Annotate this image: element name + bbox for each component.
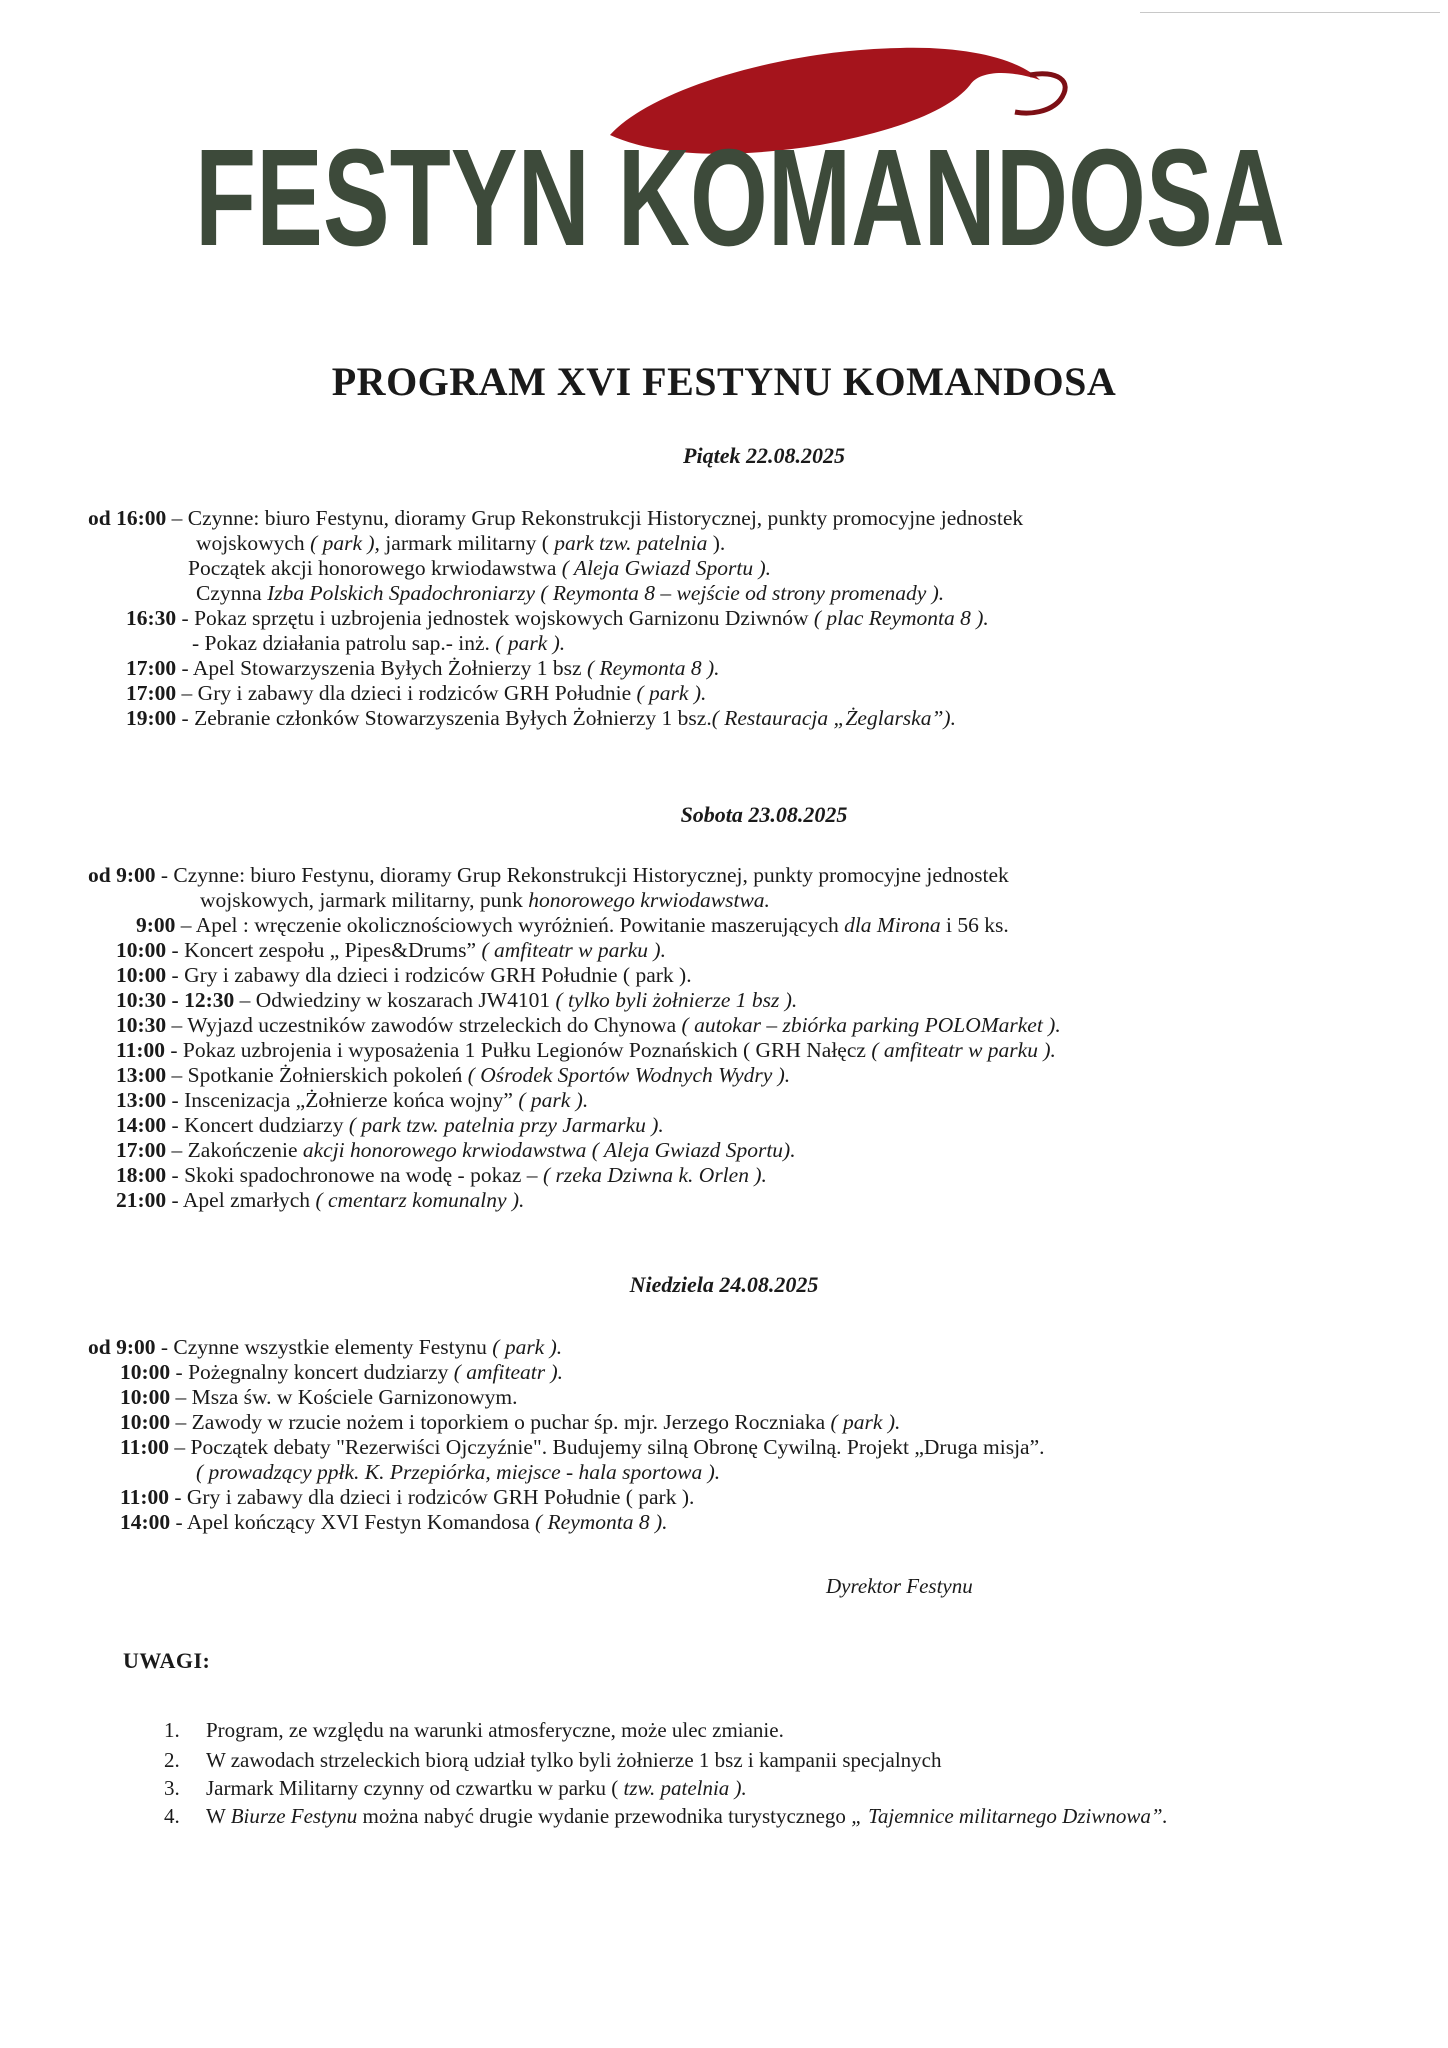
time-label: 11:00 (116, 1038, 165, 1062)
event-text: - Pokaz działania patrolu sap.- inż. (192, 631, 496, 655)
schedule-line (116, 1165, 767, 1187)
schedule-line (88, 508, 1023, 530)
time-label: 10:00 (120, 1385, 171, 1409)
location-text: ( Aleja Gwiazd Sportu ). (561, 556, 771, 580)
event-text: - Gry i zabawy dla dzieci i rodziców GRH Południe ( park ). (166, 963, 692, 987)
schedule-line (116, 1015, 1061, 1037)
note-number: 1. (164, 1718, 180, 1742)
event-text: - Czynne: biuro Festynu, dioramy Grup Rekonstrukcji Historycznej, punkty promocyjne jednostek (155, 863, 1009, 887)
time-label: 16:30 (126, 606, 177, 630)
event-text: W (206, 1804, 231, 1828)
time-label: 17:00 (126, 656, 177, 680)
note-text (206, 1718, 784, 1743)
time-label: 10:30 (116, 1013, 167, 1037)
schedule-line (196, 583, 944, 605)
time-label: od 16:00 (88, 506, 167, 530)
event-text: - Czynne wszystkie elementy Festynu (155, 1335, 493, 1359)
time-label: 19:00 (126, 706, 177, 730)
location-text: ( autokar – zbiórka parking POLOMarket ). (681, 1013, 1061, 1037)
schedule-line (126, 608, 989, 630)
event-text: – Zawody w rzucie nożem i toporkiem o puchar śp. mjr. Jerzego Roczniaka (170, 1410, 831, 1434)
time-label: 11:00 (120, 1485, 169, 1509)
event-text: – Zakończenie (166, 1138, 303, 1162)
time-label: 21:00 (116, 1188, 167, 1212)
location-text: ( park ). (492, 1335, 563, 1359)
time-label: 18:00 (116, 1163, 167, 1187)
schedule-line (116, 965, 692, 987)
festyn-komandosa-logo (180, 40, 1300, 270)
location-text: ( park ). (830, 1410, 901, 1434)
time-label: 14:00 (120, 1510, 171, 1534)
location-text: ( Restauracja „Żeglarska”). (711, 706, 956, 730)
schedule-line (126, 708, 956, 730)
schedule-line (116, 1190, 524, 1212)
event-text: Jarmark Militarny czynny od czwartku w parku ( (206, 1776, 624, 1800)
schedule-line (116, 940, 666, 962)
event-text: – Apel : wręczenie okolicznościowych wyróżnień. Powitanie maszerujących (175, 913, 845, 937)
location-text: honorowego krwiodawstwa. (528, 888, 770, 912)
schedule-line (196, 1462, 720, 1484)
location-text: ( park ). (636, 681, 707, 705)
schedule-line (120, 1437, 1045, 1459)
event-text: ). (707, 531, 726, 555)
location-text: ( park ). (518, 1088, 589, 1112)
location-text: dla Mirona (844, 913, 941, 937)
event-text: - Apel Stowarzyszenia Byłych Żołnierzy 1 bsz (176, 656, 587, 680)
location-text: ( park ), (310, 531, 380, 555)
event-text: - Zebranie członków Stowarzyszenia Byłych Żołnierzy 1 bsz. (176, 706, 712, 730)
time-label: 11:00 (120, 1435, 169, 1459)
schedule-line (120, 1387, 517, 1409)
schedule-line (116, 1115, 664, 1137)
page-title: PROGRAM XVI FESTYNU KOMANDOSA (331, 359, 1117, 404)
location-text: Izba Polskich Spadochroniarzy ( Reymonta 8 – wejście od strony promenady ). (267, 581, 945, 605)
time-label: 13:00 (116, 1063, 167, 1087)
event-text: można nabyć drugie wydanie przewodnika turystycznego (357, 1804, 852, 1828)
event-text: wojskowych, jarmark militarny, punk (200, 888, 529, 912)
event-text: - Apel zmarłych (166, 1188, 316, 1212)
beret-ribbon-shape (1015, 74, 1065, 113)
note-text (206, 1748, 942, 1773)
event-text: Program, ze względu na warunki atmosferyczne, może ulec zmianie. (206, 1718, 784, 1742)
event-text: – Spotkanie Żołnierskich pokoleń (166, 1063, 468, 1087)
location-text: ( amfiteatr ). (453, 1360, 564, 1384)
location-text: ( Reymonta 8 ). (535, 1510, 668, 1534)
schedule-line (116, 990, 797, 1012)
schedule-line (126, 683, 706, 705)
logo-text: FESTYN KOMANDOSA (195, 121, 1285, 270)
location-text: ( amfiteatr w parku ). (481, 938, 666, 962)
schedule-line (136, 915, 1009, 937)
time-label: 9:00 (136, 913, 176, 937)
event-text: Początek akcji honorowego krwiodawstwa (188, 556, 562, 580)
schedule-line (88, 865, 1009, 887)
schedule-line (192, 633, 565, 655)
location-text: park tzw. patelnia (554, 531, 708, 555)
time-label: 10:00 (120, 1360, 171, 1384)
time-label: 17:00 (116, 1138, 167, 1162)
location-text: ( rzeka Dziwna k. Orlen ). (542, 1163, 767, 1187)
schedule-line (120, 1512, 668, 1534)
event-text: – Wyjazd uczestników zawodów strzeleckich do Chynowa (166, 1013, 682, 1037)
schedule-line (116, 1140, 796, 1162)
time-label: od 9:00 (88, 863, 156, 887)
schedule-line (116, 1090, 588, 1112)
event-text: - Pożegnalny koncert dudziarzy (170, 1360, 454, 1384)
event-text: – Gry i zabawy dla dzieci i rodziców GRH Południe (176, 681, 637, 705)
event-text: – Początek debaty "Rezerwiści Ojczyźnie". Budujemy silną Obronę Cywilną. Projekt „Druga misja”. (168, 1435, 1045, 1459)
event-text: - Skoki spadochronowe na wodę - pokaz – (166, 1163, 543, 1187)
location-text: ( Reymonta 8 ). (586, 656, 720, 680)
day-heading-saturday: Sobota 23.08.2025 (680, 802, 848, 827)
schedule-line (200, 890, 770, 912)
time-label: 10:30 - 12:30 (116, 988, 235, 1012)
time-label: 10:00 (116, 938, 167, 962)
day-heading-sunday: Niedziela 24.08.2025 (629, 1272, 819, 1297)
location-text: ( park tzw. patelnia przy Jarmarku ). (348, 1113, 664, 1137)
event-text: - Apel kończący XVI Festyn Komandosa (170, 1510, 535, 1534)
note-number: 2. (164, 1748, 180, 1772)
location-text: ( plac Reymonta 8 ). (813, 606, 989, 630)
schedule-line (126, 658, 720, 680)
schedule-line (120, 1362, 563, 1384)
location-text: akcji honorowego krwiodawstwa ( Aleja Gwiazd Sportu). (302, 1138, 796, 1162)
header-rule (1140, 12, 1440, 13)
event-text: Czynna (196, 581, 268, 605)
location-text: Biurze Festynu (230, 1804, 358, 1828)
event-text: – Odwiedziny w koszarach JW4101 (234, 988, 556, 1012)
event-text: - Koncert zespołu „ Pipes&Drums” (166, 938, 482, 962)
note-number: 4. (164, 1804, 180, 1828)
time-label: 10:00 (120, 1410, 171, 1434)
location-text: ( amfiteatr w parku ). (871, 1038, 1056, 1062)
location-text: tzw. patelnia ). (623, 1776, 747, 1800)
event-text: - Koncert dudziarzy (166, 1113, 349, 1137)
event-text: – Msza św. w Kościele Garnizonowym. (170, 1385, 518, 1409)
schedule-line (196, 533, 725, 555)
schedule-line (116, 1065, 790, 1087)
location-text: ( park ). (495, 631, 566, 655)
signature: Dyrektor Festynu (826, 1574, 973, 1598)
event-text: - Pokaz sprzętu i uzbrojenia jednostek wojskowych Garnizonu Dziwnów (176, 606, 814, 630)
location-text: ( tylko byli żołnierze 1 bsz ). (555, 988, 798, 1012)
event-text: W zawodach strzeleckich biorą udział tylko byli żołnierze 1 bsz i kampanii specjalnych (206, 1748, 942, 1772)
event-text: jarmark militarny ( (379, 531, 555, 555)
time-label: od 9:00 (88, 1335, 156, 1359)
time-label: 17:00 (126, 681, 177, 705)
time-label: 13:00 (116, 1088, 167, 1112)
location-text: ( cmentarz komunalny ). (315, 1188, 525, 1212)
schedule-line (188, 558, 771, 580)
notes-title: UWAGI: (123, 1648, 211, 1673)
location-text: „ Tajemnice militarnego Dziwnowa”. (851, 1804, 1168, 1828)
location-text: ( Ośrodek Sportów Wodnych Wydry ). (467, 1063, 791, 1087)
event-text: - Inscenizacja „Żołnierze końca wojny” (166, 1088, 519, 1112)
event-text: - Gry i zabawy dla dzieci i rodziców GRH Południe ( park ). (168, 1485, 695, 1509)
time-label: 14:00 (116, 1113, 167, 1137)
schedule-line (120, 1487, 694, 1509)
note-text (206, 1804, 1168, 1829)
schedule-line (116, 1040, 1056, 1062)
event-text: – Czynne: biuro Festynu, dioramy Grup Rekonstrukcji Historycznej, punkty promocyjne jednostek (166, 506, 1024, 530)
note-text (206, 1776, 747, 1801)
event-text: i 56 ks. (940, 913, 1009, 937)
event-text: - Pokaz uzbrojenia i wyposażenia 1 Pułku Legionów Poznańskich ( GRH Nałęcz (164, 1038, 872, 1062)
schedule-line (88, 1337, 562, 1359)
event-text: wojskowych (196, 531, 311, 555)
note-number: 3. (164, 1776, 180, 1800)
schedule-line (120, 1412, 900, 1434)
time-label: 10:00 (116, 963, 167, 987)
day-heading-friday: Piątek 22.08.2025 (683, 443, 845, 468)
location-text: ( prowadzący ppłk. K. Przepiórka, miejsce - hala sportowa ). (196, 1460, 721, 1484)
